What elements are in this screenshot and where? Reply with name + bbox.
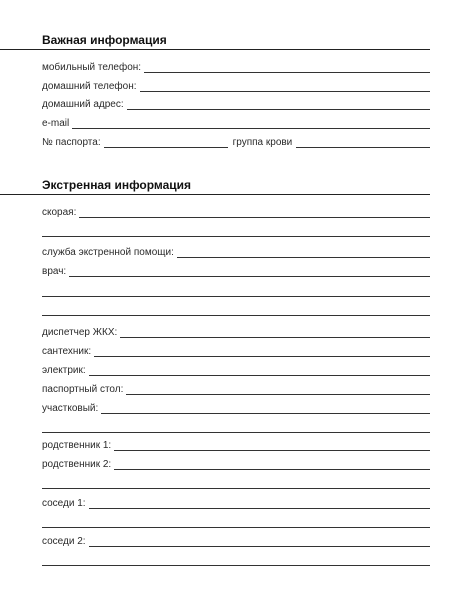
section-divider <box>0 49 430 50</box>
home-phone-field[interactable] <box>140 81 430 92</box>
district-officer-field[interactable] <box>101 403 430 414</box>
home-phone-row <box>42 80 430 93</box>
emergency-service-field[interactable] <box>177 247 430 258</box>
district-officer-row <box>42 402 430 415</box>
neighbors-2-label: соседи 2: <box>42 536 86 547</box>
doctor-label: врач: <box>42 266 67 277</box>
passport-field[interactable] <box>104 137 228 148</box>
blank-line[interactable] <box>42 527 430 528</box>
blank-line[interactable] <box>42 488 430 489</box>
home-phone-label: домашний телефон: <box>42 81 137 92</box>
home-address-field[interactable] <box>127 99 430 110</box>
blood-type-field[interactable] <box>296 137 430 148</box>
home-address-label: домашний адрес: <box>42 99 124 110</box>
blank-line[interactable] <box>42 236 430 237</box>
mobile-phone-label: мобильный телефон: <box>42 62 142 73</box>
electrician-row <box>42 364 430 377</box>
plumber-field[interactable] <box>94 346 430 357</box>
relative-2-row <box>42 458 430 471</box>
email-field[interactable] <box>72 118 430 129</box>
home-address-row <box>42 98 430 111</box>
plumber-label: сантехник: <box>42 346 92 357</box>
plumber-row <box>42 345 430 358</box>
zhkh-dispatcher-label: диспетчер ЖКХ: <box>42 327 118 338</box>
section-divider <box>0 194 430 195</box>
email-label: e-mail <box>42 118 70 129</box>
section-title-important: Важная информация <box>42 33 167 47</box>
doctor-field[interactable] <box>69 266 430 277</box>
blank-line[interactable] <box>42 315 430 316</box>
blank-line[interactable] <box>42 432 430 433</box>
relative-2-label: родственник 2: <box>42 459 112 470</box>
blank-line[interactable] <box>42 296 430 297</box>
relative-1-label: родственник 1: <box>42 440 112 451</box>
electrician-field[interactable] <box>89 365 430 376</box>
electrician-label: электрик: <box>42 365 86 376</box>
mobile-phone-row <box>42 61 430 74</box>
passport-office-row <box>42 383 430 396</box>
relative-1-row <box>42 439 430 452</box>
relative-1-field[interactable] <box>114 440 430 451</box>
passport-office-label: паспортный стол: <box>42 384 124 395</box>
passport-office-field[interactable] <box>126 384 430 395</box>
blood-type-label: группа крови <box>232 137 293 148</box>
blank-line[interactable] <box>42 565 430 566</box>
passport-row <box>42 136 430 149</box>
neighbors-2-field[interactable] <box>89 536 430 547</box>
emergency-service-label: служба экстренной помощи: <box>42 247 174 258</box>
relative-2-field[interactable] <box>114 459 430 470</box>
ambulance-row <box>42 206 430 219</box>
mobile-phone-field[interactable] <box>144 62 430 73</box>
neighbors-1-row <box>42 497 430 510</box>
doctor-row <box>42 265 430 278</box>
district-officer-label: участковый: <box>42 403 99 414</box>
neighbors-1-field[interactable] <box>89 498 430 509</box>
section-title-emergency: Экстренная информация <box>42 178 192 192</box>
passport-label: № паспорта: <box>42 137 101 148</box>
zhkh-dispatcher-row <box>42 326 430 339</box>
emergency-service-row <box>42 246 430 259</box>
email-row <box>42 117 430 130</box>
neighbors-2-row <box>42 535 430 548</box>
ambulance-label: скорая: <box>42 207 77 218</box>
neighbors-1-label: соседи 1: <box>42 498 86 509</box>
ambulance-field[interactable] <box>79 207 430 218</box>
zhkh-dispatcher-field[interactable] <box>120 327 430 338</box>
